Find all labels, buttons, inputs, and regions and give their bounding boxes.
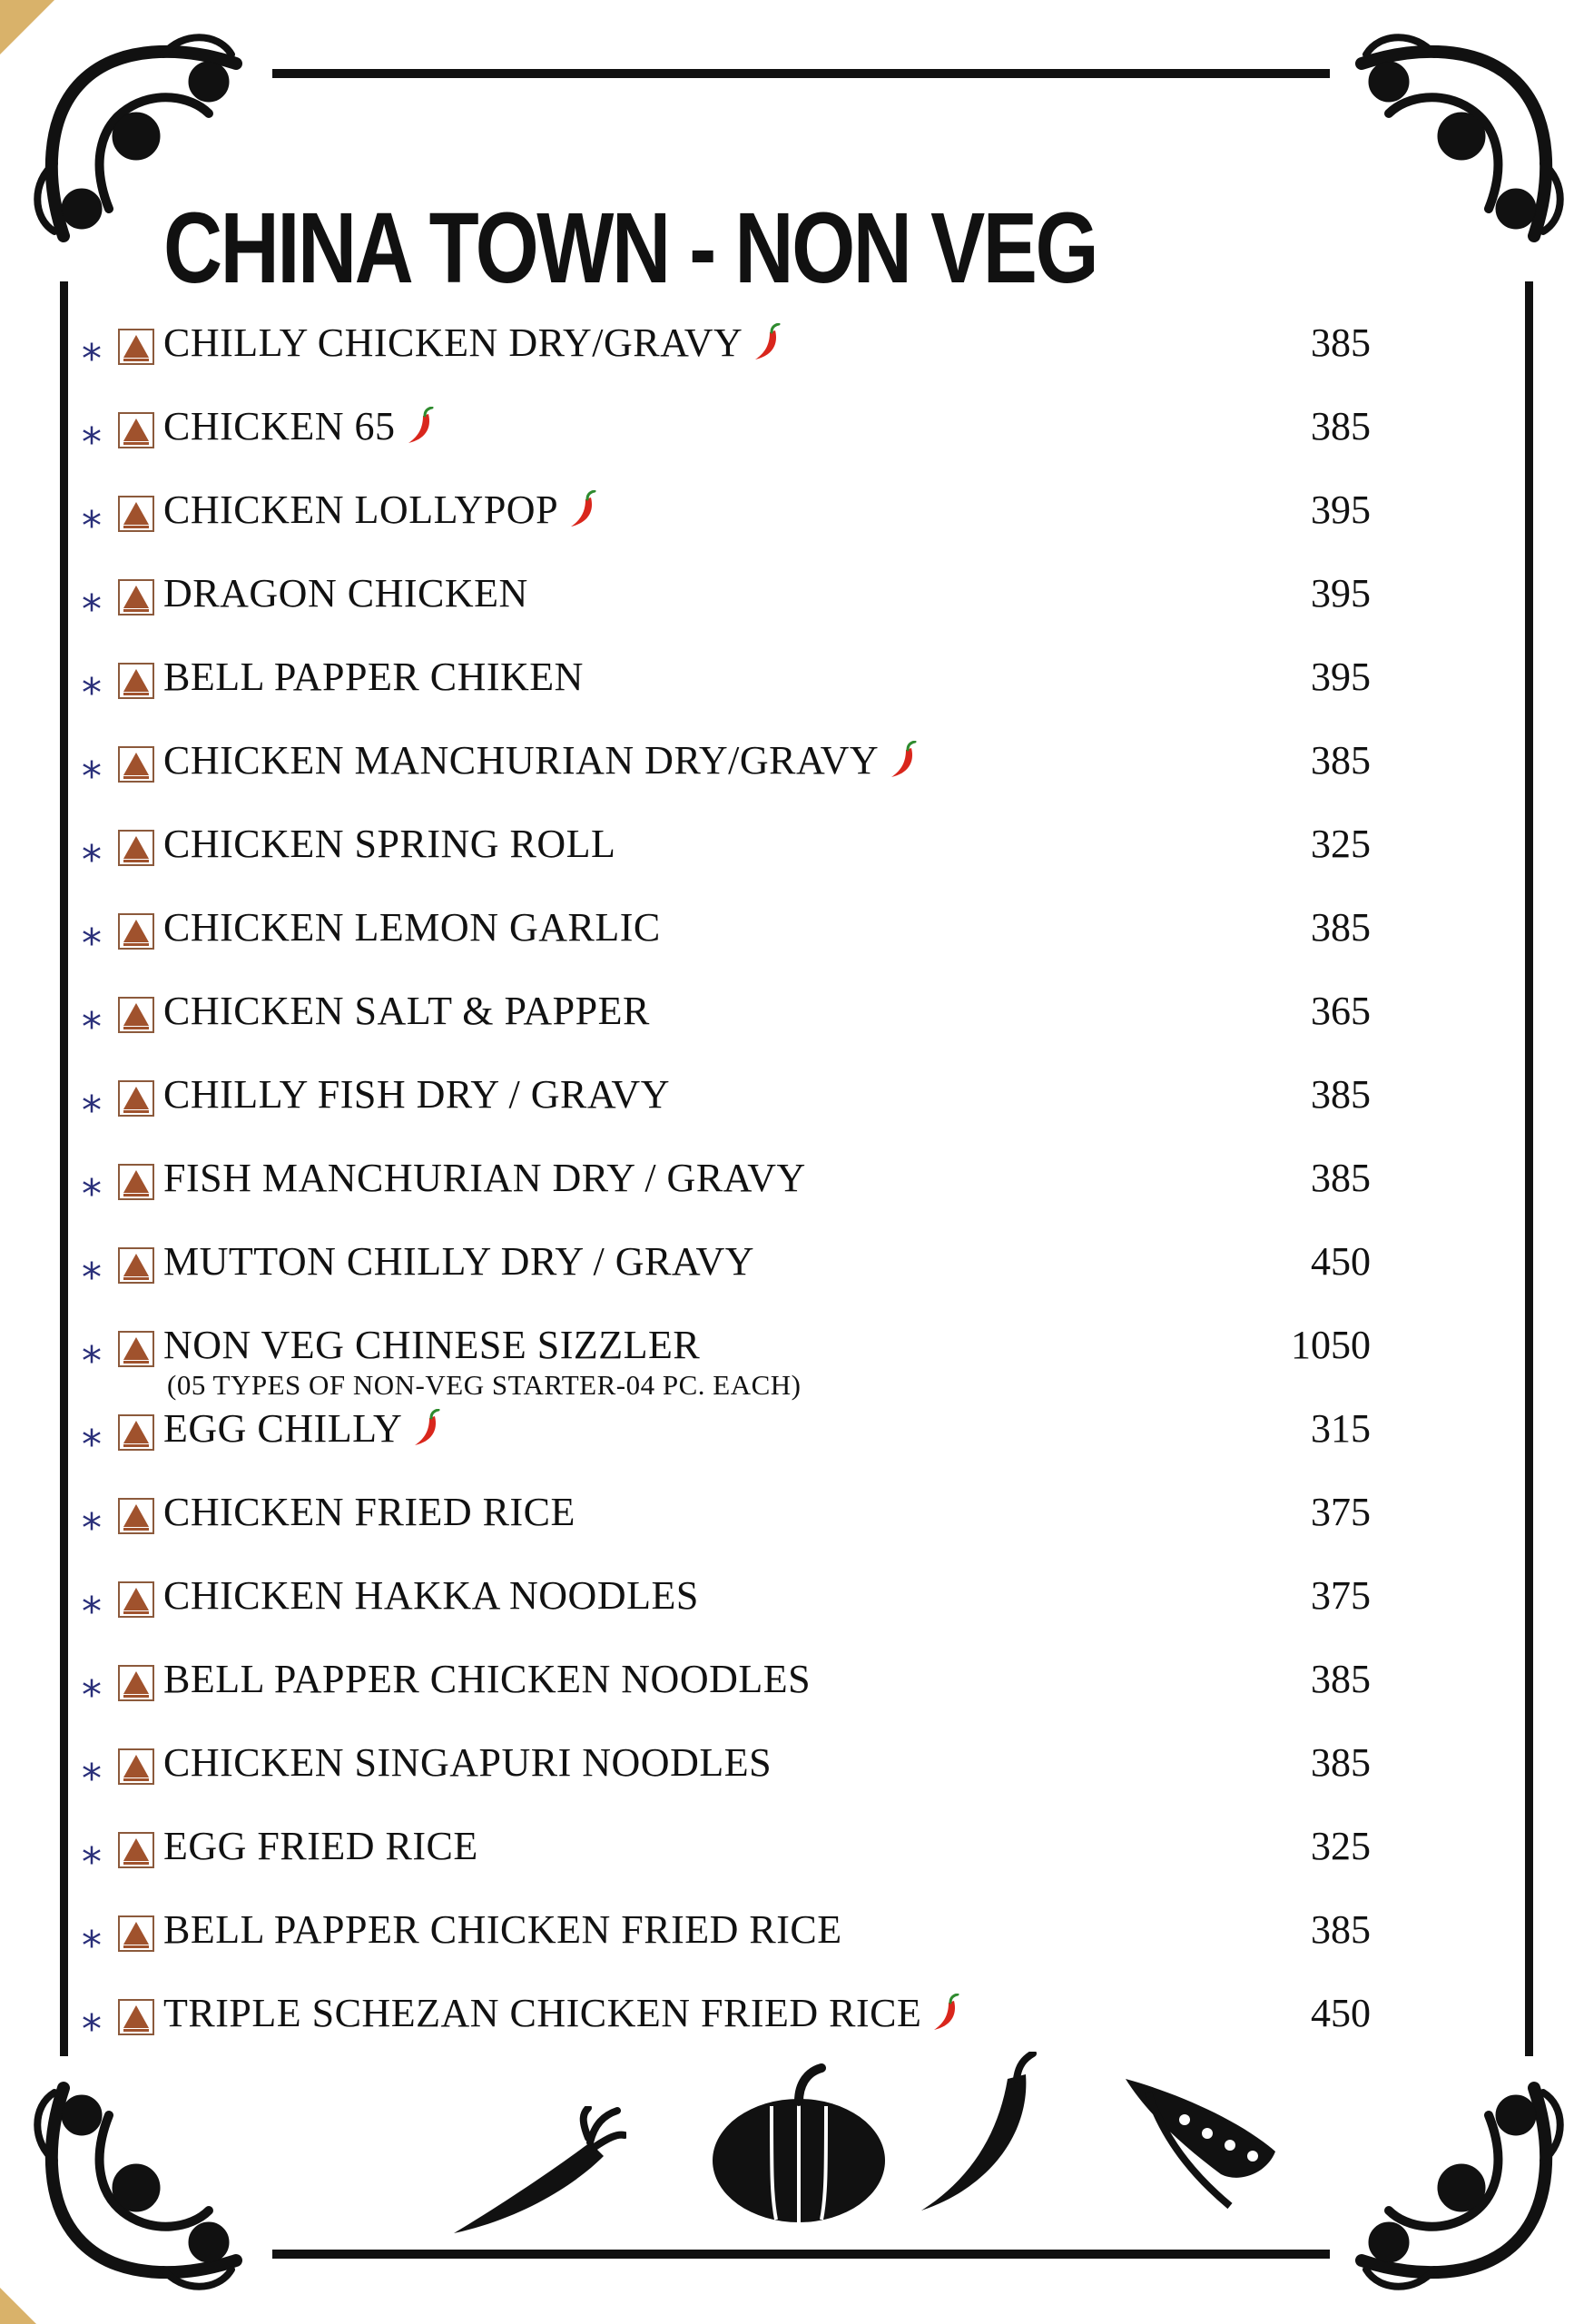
menu-item-name bbox=[163, 570, 528, 616]
asterisk-icon: * bbox=[82, 419, 102, 466]
menu-item-price: 1050 bbox=[1291, 1323, 1371, 1367]
non-veg-badge-icon bbox=[118, 1581, 154, 1618]
menu-item-name bbox=[163, 487, 598, 533]
menu-item-name bbox=[163, 1238, 754, 1285]
menu-item bbox=[82, 1572, 1371, 1656]
menu-item-name bbox=[163, 1322, 700, 1368]
menu-item-name-text: NON VEG CHINESE SIZZLER bbox=[163, 1323, 701, 1367]
non-veg-badge-icon bbox=[118, 997, 154, 1033]
non-veg-badge-icon bbox=[118, 746, 154, 783]
menu-list bbox=[82, 320, 1371, 2073]
asterisk-icon: * bbox=[82, 1088, 102, 1134]
menu-item-price: 385 bbox=[1311, 905, 1371, 950]
menu-item bbox=[82, 1071, 1371, 1155]
menu-item bbox=[82, 1656, 1371, 1739]
left-border-line bbox=[60, 281, 68, 2056]
non-veg-badge-icon bbox=[118, 1498, 154, 1534]
menu-item-price: 325 bbox=[1311, 1824, 1371, 1868]
menu-item-name bbox=[163, 320, 782, 366]
menu-item-price: 365 bbox=[1311, 989, 1371, 1033]
asterisk-icon: * bbox=[82, 503, 102, 549]
non-veg-badge-icon bbox=[118, 1665, 154, 1701]
menu-item-name-text: CHICKEN FRIED RICE bbox=[163, 1490, 575, 1534]
menu-item-name-text: CHICKEN MANCHURIAN DRY/GRAVY bbox=[163, 738, 880, 783]
menu-item-name bbox=[163, 654, 584, 700]
bottom-border-line bbox=[272, 2250, 1330, 2259]
menu-item-name bbox=[163, 737, 919, 783]
menu-item-price: 325 bbox=[1311, 822, 1371, 866]
menu-item bbox=[82, 988, 1371, 1071]
menu-item-name bbox=[163, 904, 661, 950]
asterisk-icon: * bbox=[82, 336, 102, 382]
menu-item bbox=[82, 821, 1371, 904]
chili-icon bbox=[411, 1409, 442, 1447]
menu-item-price: 385 bbox=[1311, 1657, 1371, 1701]
menu-item-name bbox=[163, 1405, 442, 1452]
menu-item-name-text: CHICKEN SALT & PAPPER bbox=[163, 989, 650, 1033]
swirl-ornament-icon bbox=[27, 2079, 245, 2297]
menu-item bbox=[82, 1906, 1371, 1990]
asterisk-icon: * bbox=[82, 1004, 102, 1050]
menu-item-price: 315 bbox=[1311, 1406, 1371, 1451]
non-veg-badge-icon bbox=[118, 1999, 154, 2035]
menu-item-name bbox=[163, 1739, 772, 1786]
menu-item-name bbox=[163, 821, 615, 867]
non-veg-badge-icon bbox=[118, 1080, 154, 1117]
menu-item-name-text: TRIPLE SCHEZAN CHICKEN FRIED RICE bbox=[163, 1991, 922, 2035]
asterisk-icon: * bbox=[82, 1672, 102, 1718]
asterisk-icon: * bbox=[82, 1338, 102, 1384]
non-veg-badge-icon bbox=[118, 496, 154, 532]
menu-item-price: 385 bbox=[1311, 738, 1371, 783]
menu-item-name bbox=[163, 1071, 670, 1118]
menu-item-name-text: BELL PAPPER CHICKEN FRIED RICE bbox=[163, 1907, 842, 1952]
non-veg-badge-icon bbox=[118, 663, 154, 699]
menu-item-name-text: CHICKEN 65 bbox=[163, 404, 396, 448]
menu-item bbox=[82, 904, 1371, 988]
menu-item-name-text: BELL PAPPER CHIKEN bbox=[163, 655, 584, 699]
menu-item bbox=[82, 1489, 1371, 1572]
non-veg-badge-icon bbox=[118, 1414, 154, 1451]
menu-item-name-text: DRAGON CHICKEN bbox=[163, 571, 528, 615]
non-veg-badge-icon bbox=[118, 1832, 154, 1868]
non-veg-badge-icon bbox=[118, 412, 154, 448]
menu-item-price: 385 bbox=[1311, 404, 1371, 448]
menu-item bbox=[82, 403, 1371, 487]
menu-item bbox=[82, 320, 1371, 403]
chili-icon bbox=[930, 1994, 961, 2032]
menu-item-price: 385 bbox=[1311, 1156, 1371, 1200]
menu-item-name bbox=[163, 1990, 961, 2036]
asterisk-icon: * bbox=[82, 1255, 102, 1301]
asterisk-icon: * bbox=[82, 837, 102, 883]
menu-item bbox=[82, 1739, 1371, 1823]
asterisk-icon: * bbox=[82, 1923, 102, 1969]
asterisk-icon: * bbox=[82, 921, 102, 967]
asterisk-icon: * bbox=[82, 1589, 102, 1635]
menu-item-name bbox=[163, 403, 436, 449]
menu-item-price: 385 bbox=[1311, 1907, 1371, 1952]
carrot-icon bbox=[445, 2106, 626, 2242]
non-veg-badge-icon bbox=[118, 913, 154, 950]
page-title: CHINA TOWN - NON VEG bbox=[163, 192, 1097, 304]
pumpkin-icon bbox=[708, 2061, 890, 2224]
menu-item-price: 375 bbox=[1311, 1573, 1371, 1618]
menu-item bbox=[82, 570, 1371, 654]
menu-item bbox=[82, 1405, 1371, 1489]
non-veg-badge-icon bbox=[118, 1247, 154, 1284]
asterisk-icon: * bbox=[82, 1505, 102, 1551]
non-veg-badge-icon bbox=[118, 579, 154, 615]
menu-item bbox=[82, 1322, 1371, 1405]
menu-item-price: 450 bbox=[1311, 1239, 1371, 1284]
menu-item bbox=[82, 487, 1371, 570]
menu-item-name bbox=[163, 1155, 806, 1201]
menu-item-name bbox=[163, 1906, 842, 1953]
asterisk-icon: * bbox=[82, 1839, 102, 1886]
corn-icon bbox=[1121, 2074, 1284, 2211]
menu-item-name-text: CHICKEN LOLLYPOP bbox=[163, 487, 559, 532]
non-veg-badge-icon bbox=[118, 830, 154, 866]
menu-item-price: 395 bbox=[1311, 487, 1371, 532]
menu-item-name-text: CHICKEN HAKKA NOODLES bbox=[163, 1573, 699, 1618]
menu-item-name-text: CHILLY CHICKEN DRY/GRAVY bbox=[163, 320, 743, 365]
menu-item-name-text: EGG FRIED RICE bbox=[163, 1824, 478, 1868]
menu-item bbox=[82, 1823, 1371, 1906]
menu-item-name-text: FISH MANCHURIAN DRY / GRAVY bbox=[163, 1156, 806, 1200]
menu-item-name-text: MUTTON CHILLY DRY / GRAVY bbox=[163, 1239, 755, 1284]
menu-item-name bbox=[163, 1656, 811, 1702]
menu-item bbox=[82, 737, 1371, 821]
chili-pepper-icon bbox=[917, 2052, 1044, 2215]
menu-item-name bbox=[163, 1489, 575, 1535]
menu-item bbox=[82, 1155, 1371, 1238]
chili-icon bbox=[405, 407, 436, 445]
menu-item-name-text: EGG CHILLY bbox=[163, 1406, 403, 1451]
asterisk-icon: * bbox=[82, 586, 102, 633]
menu-item-name-text: CHICKEN SPRING ROLL bbox=[163, 822, 616, 866]
non-veg-badge-icon bbox=[118, 1164, 154, 1200]
menu-item bbox=[82, 654, 1371, 737]
menu-item-name bbox=[163, 988, 650, 1034]
chili-icon bbox=[888, 741, 919, 779]
menu-item-price: 385 bbox=[1311, 320, 1371, 365]
swirl-ornament-icon bbox=[1353, 27, 1570, 245]
menu-item-name-text: CHICKEN SINGAPURI NOODLES bbox=[163, 1740, 772, 1785]
asterisk-icon: * bbox=[82, 2006, 102, 2053]
menu-item-name-text: BELL PAPPER CHICKEN NOODLES bbox=[163, 1657, 812, 1701]
asterisk-icon: * bbox=[82, 1422, 102, 1468]
menu-item-note: (05 TYPES OF NON-VEG STARTER-04 PC. EACH) bbox=[167, 1369, 802, 1401]
non-veg-badge-icon bbox=[118, 329, 154, 365]
asterisk-icon: * bbox=[82, 1171, 102, 1217]
non-veg-badge-icon bbox=[118, 1915, 154, 1952]
menu-item-name bbox=[163, 1823, 478, 1869]
menu-item-price: 395 bbox=[1311, 571, 1371, 615]
top-border-line bbox=[272, 69, 1330, 78]
right-border-line bbox=[1525, 281, 1533, 2056]
menu-item-name bbox=[163, 1572, 699, 1619]
menu-item bbox=[82, 1238, 1371, 1322]
chili-icon bbox=[567, 490, 598, 528]
asterisk-icon: * bbox=[82, 670, 102, 716]
menu-item-price: 375 bbox=[1311, 1490, 1371, 1534]
menu-item-name-text: CHICKEN LEMON GARLIC bbox=[163, 905, 661, 950]
menu-item-name-text: CHILLY FISH DRY / GRAVY bbox=[163, 1072, 670, 1117]
menu-item-price: 385 bbox=[1311, 1740, 1371, 1785]
chili-icon bbox=[752, 323, 782, 361]
asterisk-icon: * bbox=[82, 753, 102, 800]
non-veg-badge-icon bbox=[118, 1748, 154, 1785]
non-veg-badge-icon bbox=[118, 1331, 154, 1367]
swirl-ornament-icon bbox=[1353, 2079, 1570, 2297]
menu-item-price: 450 bbox=[1311, 1991, 1371, 2035]
menu-item-price: 385 bbox=[1311, 1072, 1371, 1117]
asterisk-icon: * bbox=[82, 1756, 102, 1802]
menu-item-price: 395 bbox=[1311, 655, 1371, 699]
